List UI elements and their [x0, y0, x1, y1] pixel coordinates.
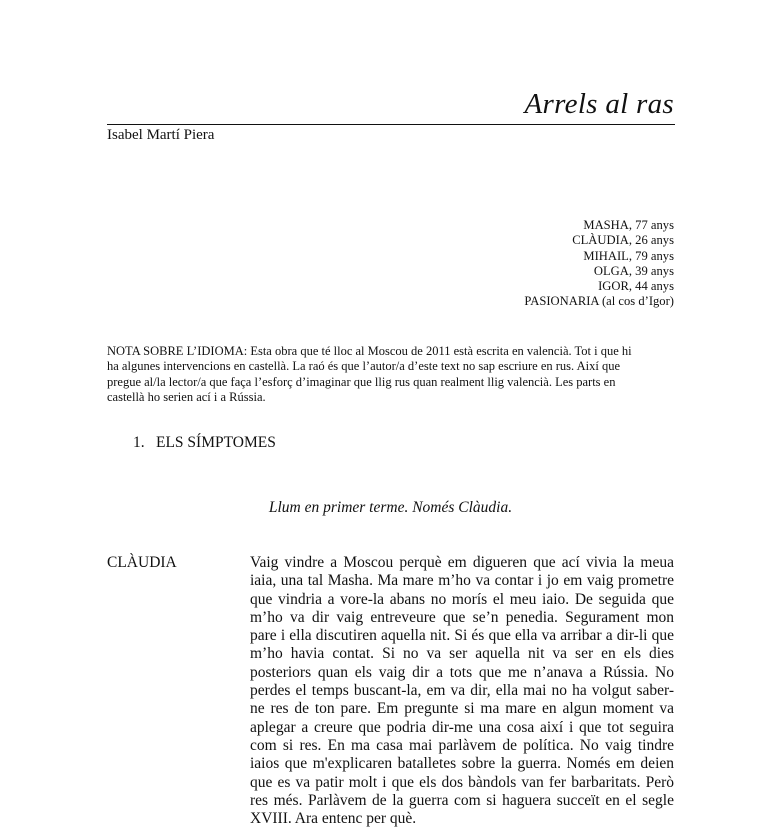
speech-line: pare i ella discutiren aquella nit. Si és que ella va arribar a dir-li que [250, 627, 674, 645]
speech-line: m’ho va dir vaig entreveure que se’n penedia. Segurament mon [250, 608, 674, 626]
section-heading [133, 433, 276, 453]
speech-line: com si res. En ma casa mai parlàvem de política. No vaig tindre [250, 736, 674, 754]
speech-line: Vaig vindre a Moscou perquè em digueren que ací vivia la meua [250, 554, 674, 571]
note-line: NOTA SOBRE L’IDIOMA: Esta obra que té lloc al Moscou de 2011 està escrita en valencià. Tot i que hi [107, 344, 632, 358]
speaker-name: CLÀUDIA [107, 554, 177, 571]
stage-direction: Llum en primer terme. Només Clàudia. [268, 499, 513, 516]
speech-line: iaia, una tal Masha. Ma mare m’ho va contar i jo em vaig prometre [250, 572, 674, 590]
speech-line: res més. Parlàvem de la guerra com si haguera succeït en el segle [250, 791, 674, 809]
speech-text [250, 554, 674, 828]
section-number: 1. [133, 434, 145, 451]
speech-line: posteriors quan els vaig dir a tots que me n’anava a Rússia. No [250, 663, 674, 681]
speech-line: ne res de ton pare. Em pregunte si ma mare en algun moment va [250, 700, 674, 718]
cast-item: OLGA, 39 anys [593, 263, 674, 278]
cast-item: IGOR, 44 anys [598, 279, 674, 294]
section-title: ELS SÍMPTOMES [156, 434, 276, 451]
note-line: castellà ho serien ací i a Rússia. [107, 389, 266, 404]
cast-item: PASIONARIA (al cos d’Igor) [524, 294, 674, 309]
speech-line: que es va patir molt i que els dos bàndols van fer barbaritats. Però [250, 773, 674, 791]
document-title: Arrels al ras [524, 88, 674, 120]
speech-line: que vindria a vore-la abans no morís el meu iaio. De seguida que [250, 590, 674, 608]
title-rule [107, 124, 675, 125]
speech-line: iaios que m'explicaren batalletes sobre la guerra. Només em deien [250, 755, 674, 773]
note-line: pregue al/la lector/a que faça l’esforç d’imaginar que llig rus quan realment llig valencià. Les parts en [107, 374, 616, 389]
speech-line: aplegar a creure que podria dir-me una cosa així i que tot seguira [250, 718, 674, 736]
cast-item: MIHAIL, 79 anys [583, 248, 674, 263]
cast-item: MASHA, 77 anys [583, 218, 674, 232]
language-note [107, 344, 679, 405]
author-name: Isabel Martí Piera [107, 127, 215, 143]
cast-list [524, 218, 674, 310]
cast-item: CLÀUDIA, 26 anys [572, 233, 674, 248]
speech-line: perdes el temps buscant-la, em va dir, ella mai no ha volgut saber- [250, 682, 674, 700]
speech-line: m’ho havia contat. Si no va ser aquella nit va ser en els dies [250, 645, 674, 663]
speech-line: XVIII. Ara entenc per què. [250, 810, 417, 828]
note-line: ha algunes intervencions en castellà. La raó és que l’autor/a d’este text no sap escriure en rus. Així que [107, 359, 621, 374]
